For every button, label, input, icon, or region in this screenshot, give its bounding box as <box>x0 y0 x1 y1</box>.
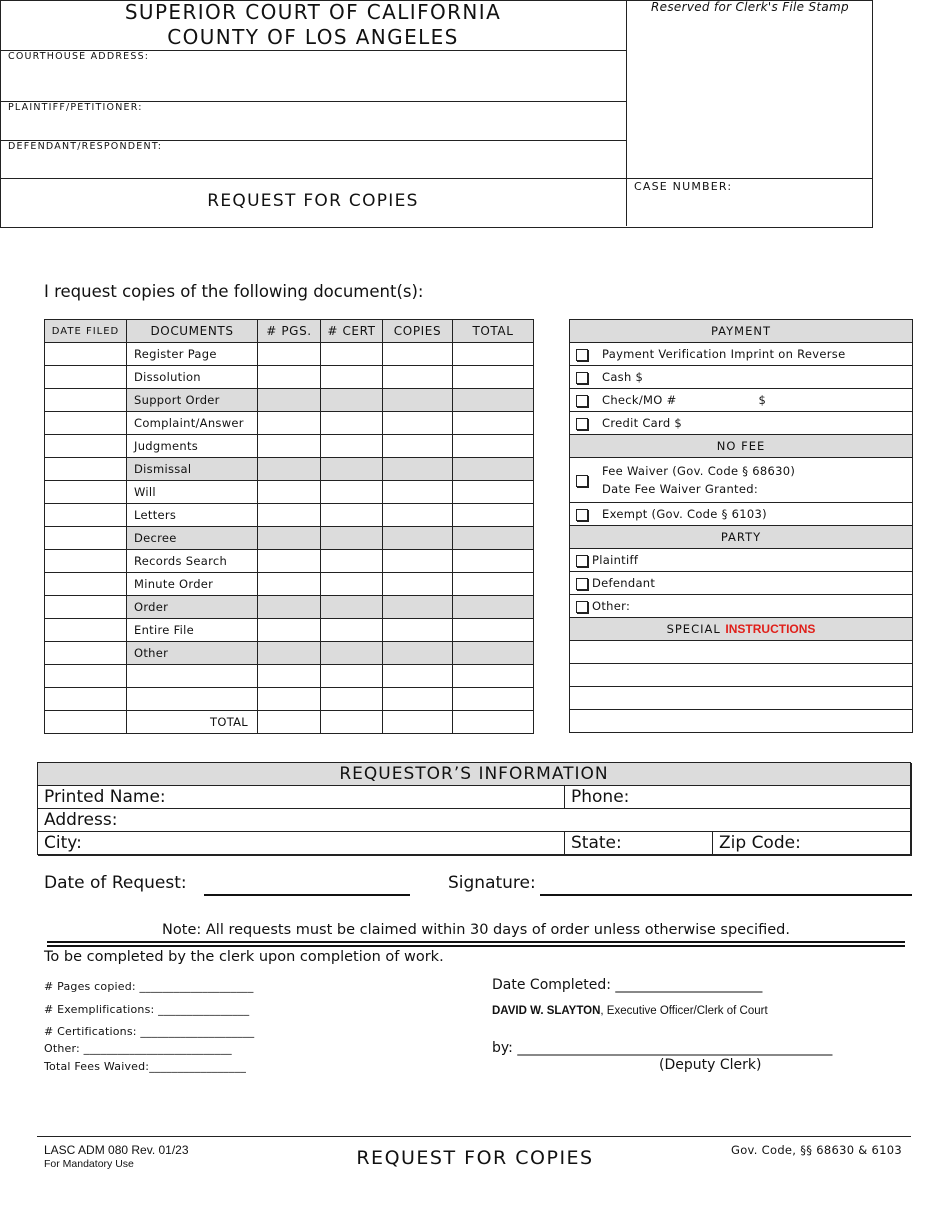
document-name-blank[interactable] <box>127 688 258 711</box>
pages-cell[interactable] <box>258 343 321 366</box>
defendant-label: DEFENDANT/RESPONDENT: <box>8 141 163 152</box>
date-completed-field: Date Completed: _____________________ <box>492 977 763 993</box>
other-field: Other: __________________________ <box>44 1042 232 1055</box>
instructions-line[interactable] <box>570 687 913 710</box>
date-filed-cell[interactable] <box>45 642 127 665</box>
cert-cell[interactable] <box>321 343 383 366</box>
table-row <box>45 596 534 619</box>
table-row <box>45 504 534 527</box>
printed-name-field[interactable] <box>38 786 565 808</box>
footer-title: REQUEST FOR COPIES <box>356 1147 594 1169</box>
requestor-row <box>38 831 910 854</box>
form-title: REQUEST FOR COPIES <box>207 191 419 211</box>
payment-option <box>570 389 913 412</box>
date-filed-cell[interactable] <box>45 389 127 412</box>
court-line-2: COUNTY OF LOS ANGELES <box>167 25 459 49</box>
document-name: Dissolution <box>127 366 258 389</box>
document-name: Other <box>127 642 258 665</box>
date-filed-cell[interactable] <box>45 665 127 688</box>
pages-cell[interactable] <box>258 412 321 435</box>
officer-name: DAVID W. SLAYTON <box>492 1005 601 1017</box>
date-filed-cell[interactable] <box>45 688 127 711</box>
date-filed-cell[interactable] <box>45 596 127 619</box>
table-row <box>45 389 534 412</box>
date-of-request-line[interactable] <box>204 894 410 896</box>
party-label: Defendant <box>592 576 656 590</box>
table-row <box>45 366 534 389</box>
checkbox-icon[interactable] <box>576 349 588 361</box>
party-label: Other: <box>592 599 631 613</box>
table-row <box>45 481 534 504</box>
copies-cell[interactable] <box>383 665 453 688</box>
printed-name-label: Printed Name: <box>44 787 166 807</box>
zip-label: Zip Code: <box>719 833 801 853</box>
total-cell[interactable] <box>453 504 534 527</box>
checkbox-icon[interactable] <box>576 601 588 613</box>
total-cell[interactable] <box>453 665 534 688</box>
city-label: City: <box>44 833 82 853</box>
footer-rule <box>37 1136 911 1137</box>
total-cell[interactable] <box>453 458 534 481</box>
address-field[interactable] <box>38 809 910 831</box>
requestor-info <box>37 762 911 855</box>
total-cell[interactable] <box>453 550 534 573</box>
mandatory-use: For Mandatory Use <box>44 1158 134 1170</box>
cert-cell[interactable] <box>321 481 383 504</box>
double-rule-top <box>47 941 905 943</box>
copies-cell[interactable] <box>383 435 453 458</box>
gov-code: Gov. Code, §§ 68630 & 6103 <box>730 1143 902 1157</box>
copies-cell[interactable] <box>383 412 453 435</box>
copies-cell[interactable] <box>383 527 453 550</box>
check-amount-label: $ <box>758 393 767 407</box>
address-label: Address: <box>44 810 118 830</box>
total-cell[interactable] <box>453 389 534 412</box>
special-instructions-header <box>570 618 913 641</box>
total-label: TOTAL <box>127 711 258 734</box>
total-cell[interactable] <box>453 688 534 711</box>
zip-field[interactable] <box>713 832 910 854</box>
party-label: Plaintiff <box>592 553 639 567</box>
table-row <box>45 688 534 711</box>
documents-header-row <box>45 320 534 343</box>
pages-cell[interactable] <box>258 458 321 481</box>
date-filed-cell[interactable] <box>45 527 127 550</box>
date-filed-cell[interactable] <box>45 412 127 435</box>
phone-field[interactable] <box>565 786 910 808</box>
payment-header: PAYMENT <box>570 320 913 343</box>
col-date-filed: DATE FILED <box>45 320 127 343</box>
pages-cell[interactable] <box>258 481 321 504</box>
total-row-blank <box>45 711 127 734</box>
total-row <box>45 711 534 734</box>
col-documents: DOCUMENTS <box>127 320 258 343</box>
checkbox-icon[interactable] <box>576 578 588 590</box>
courthouse-address-label: COURTHOUSE ADDRESS: <box>8 51 150 62</box>
party-header: PARTY <box>570 526 913 549</box>
grand-total-cell[interactable] <box>453 711 534 734</box>
copies-cell[interactable] <box>383 389 453 412</box>
intro-text: I request copies of the following document(s): <box>44 282 424 301</box>
pages-cell[interactable] <box>258 642 321 665</box>
document-name-blank[interactable] <box>127 665 258 688</box>
copies-cell[interactable] <box>383 504 453 527</box>
no-fee-header: NO FEE <box>570 435 913 458</box>
table-row <box>45 573 534 596</box>
cert-cell[interactable] <box>321 619 383 642</box>
pages-copied-field: # Pages copied: ____________________ <box>44 980 254 993</box>
cert-cell[interactable] <box>321 550 383 573</box>
cert-cell[interactable] <box>321 573 383 596</box>
pages-cell[interactable] <box>258 389 321 412</box>
pages-cell[interactable] <box>258 619 321 642</box>
form-id: LASC ADM 080 Rev. 01/23 <box>44 1143 189 1157</box>
cert-cell[interactable] <box>321 389 383 412</box>
table-row <box>45 343 534 366</box>
document-name: Register Page <box>127 343 258 366</box>
state-label: State: <box>571 833 622 853</box>
checkbox-icon[interactable] <box>576 555 588 567</box>
pages-cell[interactable] <box>258 688 321 711</box>
copies-total-cell[interactable] <box>383 711 453 734</box>
total-fees-waived-field: Total Fees Waived:_________________ <box>44 1060 247 1073</box>
caption-divider <box>626 0 627 226</box>
caption-block <box>0 0 873 228</box>
col-total: TOTAL <box>453 320 534 343</box>
document-name: Records Search <box>127 550 258 573</box>
clerk-section-title: To be completed by the clerk upon completion of work. <box>44 949 444 965</box>
col-pages: # PGS. <box>258 320 321 343</box>
pages-cell[interactable] <box>258 550 321 573</box>
pages-total-cell[interactable] <box>258 711 321 734</box>
document-name: Entire File <box>127 619 258 642</box>
document-name: Judgments <box>127 435 258 458</box>
requestor-title: REQUESTOR’S INFORMATION <box>38 763 910 785</box>
copies-cell[interactable] <box>383 596 453 619</box>
court-name <box>0 0 626 50</box>
phone-label: Phone: <box>571 787 630 807</box>
pages-cell[interactable] <box>258 665 321 688</box>
cert-cell[interactable] <box>321 435 383 458</box>
exempt-option <box>570 503 913 526</box>
checkbox-icon[interactable] <box>576 418 588 430</box>
instructions-line[interactable] <box>570 641 913 664</box>
clerk-stamp-label: Reserved for Clerk's File Stamp <box>651 0 849 14</box>
total-cell[interactable] <box>453 343 534 366</box>
cert-cell[interactable] <box>321 596 383 619</box>
col-cert: # CERT <box>321 320 383 343</box>
documents-table <box>44 319 534 734</box>
exemplifications-field: # Exemplifications: ________________ <box>44 1003 250 1016</box>
party-option <box>570 595 913 618</box>
table-row <box>45 550 534 573</box>
instructions-line[interactable] <box>570 710 913 733</box>
pages-cell[interactable] <box>258 504 321 527</box>
requestor-row <box>38 808 910 831</box>
clerk-of-court <box>492 1003 768 1017</box>
fee-waiver-option <box>570 458 913 503</box>
date-filed-cell[interactable] <box>45 481 127 504</box>
payment-table <box>569 319 913 733</box>
special-prefix: SPECIAL <box>666 622 726 636</box>
payment-option <box>570 412 913 435</box>
table-row <box>45 527 534 550</box>
cert-cell[interactable] <box>321 527 383 550</box>
date-filed-cell[interactable] <box>45 366 127 389</box>
officer-title: , Executive Officer/Clerk of Court <box>600 1005 768 1017</box>
checkbox-icon[interactable] <box>576 395 588 407</box>
copies-cell[interactable] <box>383 343 453 366</box>
payment-option-label: Check/MO # <box>602 393 677 407</box>
pages-cell[interactable] <box>258 527 321 550</box>
payment-option <box>570 366 913 389</box>
copies-cell[interactable] <box>383 573 453 596</box>
table-row <box>45 435 534 458</box>
cert-cell[interactable] <box>321 665 383 688</box>
signature-line[interactable] <box>540 894 912 896</box>
document-name: Complaint/Answer <box>127 412 258 435</box>
pages-cell[interactable] <box>258 366 321 389</box>
document-name: Decree <box>127 527 258 550</box>
payment-option-label: Cash $ <box>602 370 644 384</box>
defendant-field[interactable] <box>1 153 625 177</box>
fee-waiver-date-label: Date Fee Waiver Granted: <box>602 482 759 496</box>
pages-cell[interactable] <box>258 435 321 458</box>
plaintiff-label: PLAINTIFF/PETITIONER: <box>8 102 143 113</box>
courthouse-address-field[interactable] <box>1 62 625 100</box>
table-row <box>45 619 534 642</box>
payment-option <box>570 343 913 366</box>
deputy-signature-line: by: _____________________________________________ <box>492 1040 833 1056</box>
document-name: Dismissal <box>127 458 258 481</box>
total-cell[interactable] <box>453 642 534 665</box>
document-name: Order <box>127 596 258 619</box>
col-copies: COPIES <box>383 320 453 343</box>
total-cell[interactable] <box>453 527 534 550</box>
cert-cell[interactable] <box>321 504 383 527</box>
double-rule-bottom <box>47 945 905 947</box>
document-name: Minute Order <box>127 573 258 596</box>
date-filed-cell[interactable] <box>45 504 127 527</box>
copies-cell[interactable] <box>383 642 453 665</box>
city-field[interactable] <box>38 832 565 854</box>
copies-cell[interactable] <box>383 366 453 389</box>
cert-cell[interactable] <box>321 366 383 389</box>
fee-waiver-label: Fee Waiver (Gov. Code § 68630) <box>602 464 796 478</box>
document-name: Support Order <box>127 389 258 412</box>
plaintiff-field[interactable] <box>1 114 625 139</box>
pages-cell[interactable] <box>258 573 321 596</box>
deputy-clerk-label: (Deputy Clerk) <box>659 1057 762 1073</box>
cert-total-cell[interactable] <box>321 711 383 734</box>
date-filed-cell[interactable] <box>45 573 127 596</box>
requestor-row <box>38 785 910 808</box>
table-row <box>45 458 534 481</box>
table-row <box>45 665 534 688</box>
total-cell[interactable] <box>453 412 534 435</box>
instructions-line[interactable] <box>570 664 913 687</box>
total-cell[interactable] <box>453 435 534 458</box>
certifications-field: # Certifications: ____________________ <box>44 1025 255 1038</box>
cert-cell[interactable] <box>321 688 383 711</box>
checkbox-icon[interactable] <box>576 475 588 487</box>
copies-cell[interactable] <box>383 481 453 504</box>
date-filed-cell[interactable] <box>45 619 127 642</box>
total-cell[interactable] <box>453 481 534 504</box>
copies-cell[interactable] <box>383 458 453 481</box>
total-cell[interactable] <box>453 573 534 596</box>
exempt-label: Exempt (Gov. Code § 6103) <box>602 507 767 521</box>
total-cell[interactable] <box>453 366 534 389</box>
date-filed-cell[interactable] <box>45 458 127 481</box>
table-row <box>45 642 534 665</box>
document-name: Will <box>127 481 258 504</box>
cert-cell[interactable] <box>321 642 383 665</box>
case-number-label: CASE NUMBER: <box>634 180 733 193</box>
case-number-field[interactable] <box>628 195 871 225</box>
state-field[interactable] <box>565 832 713 854</box>
special-red-2: STRUCTIONS <box>737 622 816 636</box>
total-cell[interactable] <box>453 619 534 642</box>
note-text: Note: All requests must be claimed within 30 days of order unless otherwise specified. <box>162 922 790 938</box>
document-name: Letters <box>127 504 258 527</box>
date-of-request-label: Date of Request: <box>44 873 187 893</box>
checkbox-icon[interactable] <box>576 372 588 384</box>
table-row <box>45 412 534 435</box>
date-filed-cell[interactable] <box>45 343 127 366</box>
checkbox-icon[interactable] <box>576 509 588 521</box>
date-filed-cell[interactable] <box>45 550 127 573</box>
copies-cell[interactable] <box>383 619 453 642</box>
cert-cell[interactable] <box>321 412 383 435</box>
signature-label: Signature: <box>448 873 536 893</box>
special-red-1: IN <box>725 622 738 636</box>
party-option <box>570 549 913 572</box>
date-filed-cell[interactable] <box>45 435 127 458</box>
party-option <box>570 572 913 595</box>
payment-option-label: Payment Verification Imprint on Reverse <box>602 347 846 361</box>
copies-cell[interactable] <box>383 688 453 711</box>
copies-cell[interactable] <box>383 550 453 573</box>
cert-cell[interactable] <box>321 458 383 481</box>
payment-option-label: Credit Card $ <box>602 416 683 430</box>
total-cell[interactable] <box>453 596 534 619</box>
pages-cell[interactable] <box>258 596 321 619</box>
court-line-1: SUPERIOR COURT OF CALIFORNIA <box>124 0 502 24</box>
